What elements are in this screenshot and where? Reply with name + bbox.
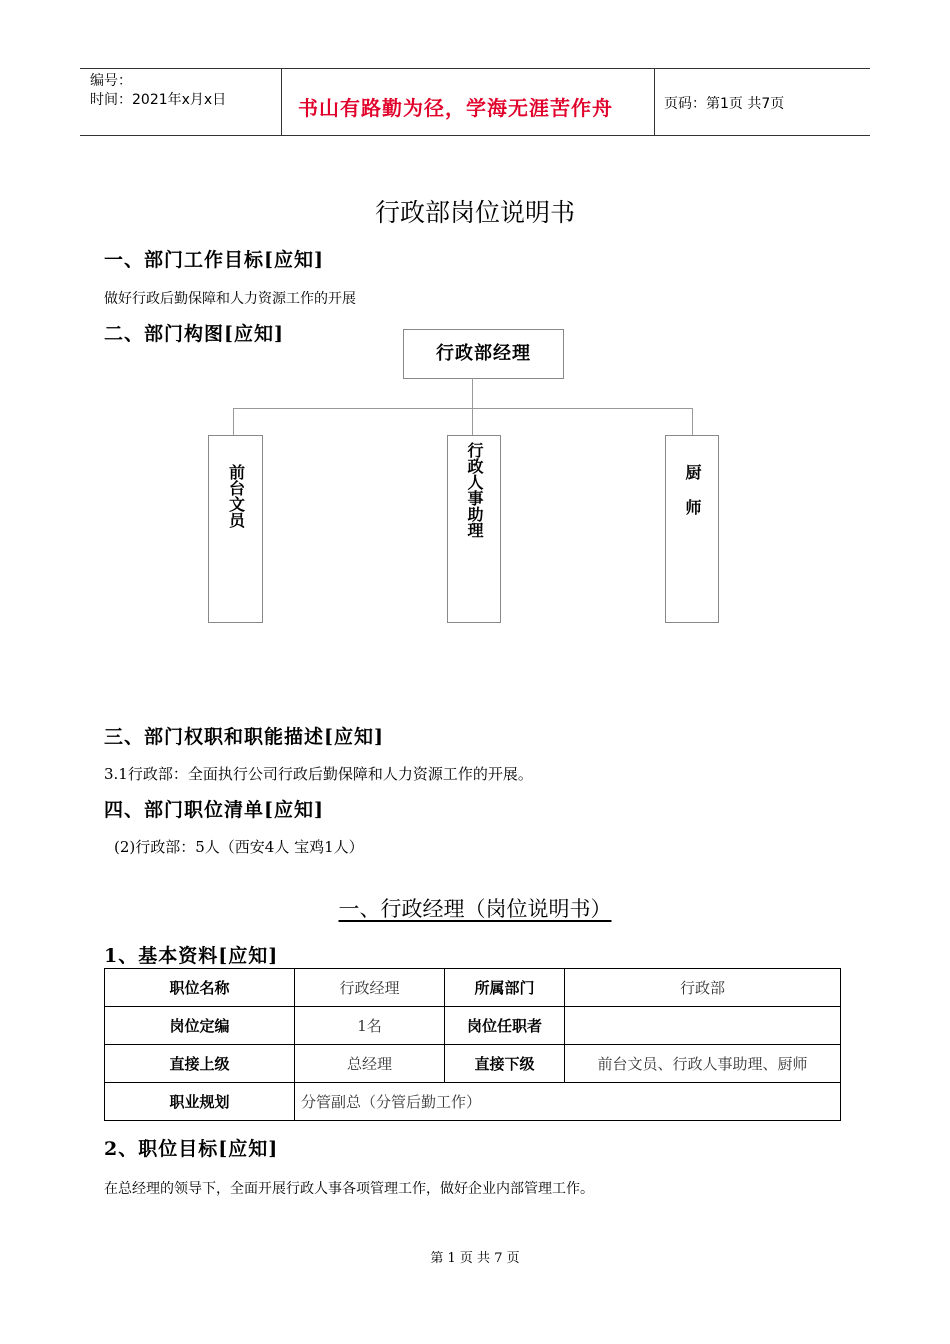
footer-page-number: 第 1 页 共 7 页 [430,1251,520,1266]
header-motto: 书山有路勤为径，学海无涯苦作舟 [298,96,613,120]
org-root-label: 行政部经理 [436,343,531,364]
section4-text: (2)行政部：5人（西安4人 宝鸡1人） [114,838,364,856]
org-child-label-3: 厨 师 [683,464,702,515]
table-label-cell: 职位名称 [105,969,295,1007]
org-child-label-2: 行政人事助理 [465,442,484,538]
table-label-cell: 岗位定编 [105,1007,295,1045]
header-divider-right [654,68,655,136]
section3-heading: 三、部门权职和职能描述[应知] [104,726,384,748]
table-value-cell: 行政经理 [295,969,445,1007]
org-child-box-3 [665,435,719,623]
goal-text: 在总经理的领导下，全面开展行政人事各项管理工作，做好企业内部管理工作。 [104,1181,594,1197]
table-row [105,969,841,1007]
header-divider-left [281,68,282,136]
table-label-cell: 职业规划 [105,1083,295,1121]
header-bottom-rule [80,135,870,136]
org-connector-horizontal [233,408,693,409]
table-label-cell: 所属部门 [445,969,565,1007]
goal-heading: 2、职位目标[应知] [104,1138,279,1160]
section1-heading: 一、部门工作目标[应知] [104,249,324,271]
org-child-box-2 [447,435,501,623]
table-label-cell: 直接上级 [105,1045,295,1083]
table-label-cell: 岗位任职者 [445,1007,565,1045]
basic-info-heading: 1、基本资料[应知] [104,945,279,967]
table-value-cell: 行政部 [565,969,841,1007]
section1-text: 做好行政后勤保障和人力资源工作的开展 [104,291,356,307]
org-connector-root [472,378,473,409]
section2-heading: 二、部门构图[应知] [104,323,284,345]
org-connector-left [233,408,234,435]
section3-text: 3.1行政部：全面执行公司行政后勤保障和人力资源工作的开展。 [104,765,533,783]
section4-heading: 四、部门职位清单[应知] [104,799,324,821]
document-title: 行政部岗位说明书 [374,198,575,227]
table-row [105,1045,841,1083]
table-value-cell: 前台文员、行政人事助理、厨师 [565,1045,841,1083]
table-value-cell [565,1007,841,1045]
org-child-label-1: 前台文员 [226,464,246,528]
org-connector-right [692,408,693,435]
org-child-box-1 [208,435,263,623]
header-code-label: 编号： [90,73,132,89]
org-connector-middle [472,408,473,435]
header-top-rule [80,68,870,69]
table-value-cell: 分管副总（分管后勤工作） [295,1083,841,1121]
basic-info-table [104,968,841,1121]
header-page-label: 页码：第1页 共7页 [664,96,785,112]
position-title: 一、行政经理（岗位说明书） [338,897,612,921]
table-row [105,1007,841,1045]
org-root-box [403,329,564,379]
table-row [105,1083,841,1121]
table-value-cell: 总经理 [295,1045,445,1083]
table-value-cell: 1名 [295,1007,445,1045]
header-time-label: 时间：2021年x月x日 [90,92,227,108]
table-label-cell: 直接下级 [445,1045,565,1083]
